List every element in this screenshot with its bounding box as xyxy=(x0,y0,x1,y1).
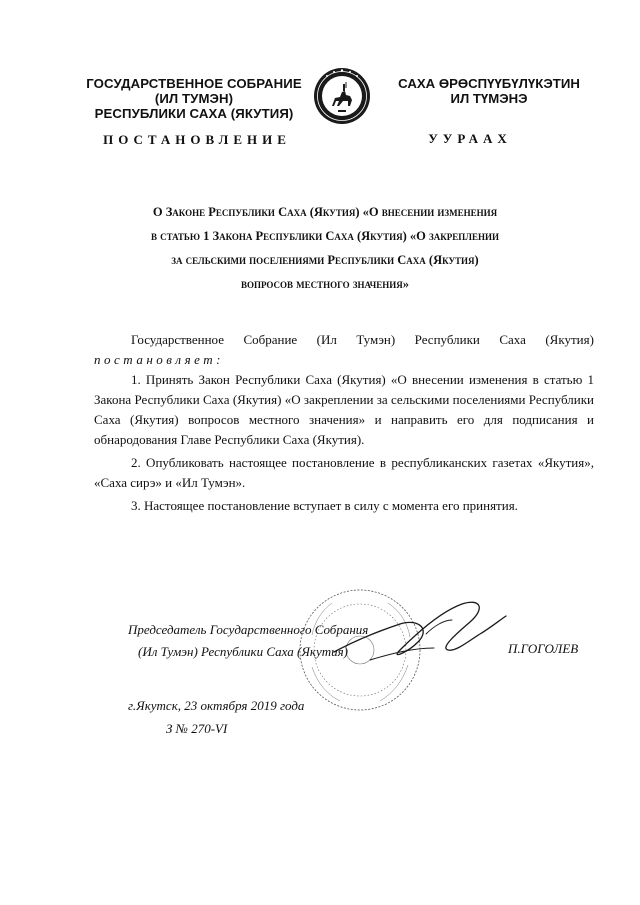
issuer-name-yakut xyxy=(374,76,604,106)
decree-item-1: 1. Принять Закон Республики Саха (Якутия) «О внесении изменения в статью 1 Закона Республики Саха (Якутия) «О закреплении за сельскими поселениями Республики Саха (Якутия) вопросов местного значения» и направить его для подписания и обнародования Главе Республики Саха (Якутия). xyxy=(94,372,594,447)
signatory-name: П.ГОГОЛЕВ xyxy=(508,641,579,656)
issuer-line-1: ГОСУДАРСТВЕННОЕ СОБРАНИЕ xyxy=(86,76,302,91)
signatory-title-line-1: Председатель Государственного Собрания xyxy=(128,622,369,637)
document-title xyxy=(110,200,540,296)
title-line-2: в статью 1 Закона Республики Саха (Якутия) «О закреплении xyxy=(151,229,499,243)
place-date-line: г.Якутск, 23 октября 2019 года xyxy=(128,698,305,713)
decree-item-2: 2. Опубликовать настоящее постановление в республиканских газетах «Якутия», «Саха сирэ» и «Ил Тумэн». xyxy=(94,455,594,490)
intro-word: Собрание xyxy=(243,332,298,347)
issuer-yakut-line-1: САХА ӨРӨСПҮҮБҮЛҮКЭТИН xyxy=(398,76,580,91)
document-body xyxy=(94,330,594,516)
issuer-yakut-line-2: ИЛ ТҮМЭНЭ xyxy=(450,91,528,106)
title-line-4: вопросов местного значения» xyxy=(240,277,410,291)
place-and-date xyxy=(128,694,304,740)
doc-type-russian: ПОСТАНОВЛЕНИЕ xyxy=(103,132,291,147)
intro-word: Саха xyxy=(499,332,526,347)
issuer-name-russian xyxy=(78,76,310,121)
issuer-line-2: (ИЛ ТУМЭН) xyxy=(154,91,234,106)
intro-word: (Ил xyxy=(316,332,337,347)
intro-word: Государственное xyxy=(131,332,224,347)
doc-type-yakut: УУРААХ xyxy=(428,131,512,146)
intro-word: Тумэн) xyxy=(356,332,396,347)
document-number: З № 270-VI xyxy=(166,721,228,736)
title-line-3: за сельскими поселениями Республики Саха (Якутия) xyxy=(171,253,479,267)
intro-word: Республики xyxy=(414,332,480,347)
signatory-title xyxy=(128,619,388,663)
intro-word: (Якутия) xyxy=(545,332,594,347)
coat-of-arms-emblem xyxy=(312,64,372,128)
title-line-1: О Законе Республики Саха (Якутия) «О внесении изменения xyxy=(152,205,498,219)
issuer-line-3: РЕСПУБЛИКИ САХА (ЯКУТИЯ) xyxy=(94,106,294,121)
intro-line xyxy=(94,330,594,350)
decree-item-3: 3. Настоящее постановление вступает в силу с момента его принятия. xyxy=(131,498,518,513)
signatory-title-line-2: (Ил Тумэн) Республики Саха (Якутия) xyxy=(138,644,348,659)
decree-word: постановляет: xyxy=(94,352,224,367)
